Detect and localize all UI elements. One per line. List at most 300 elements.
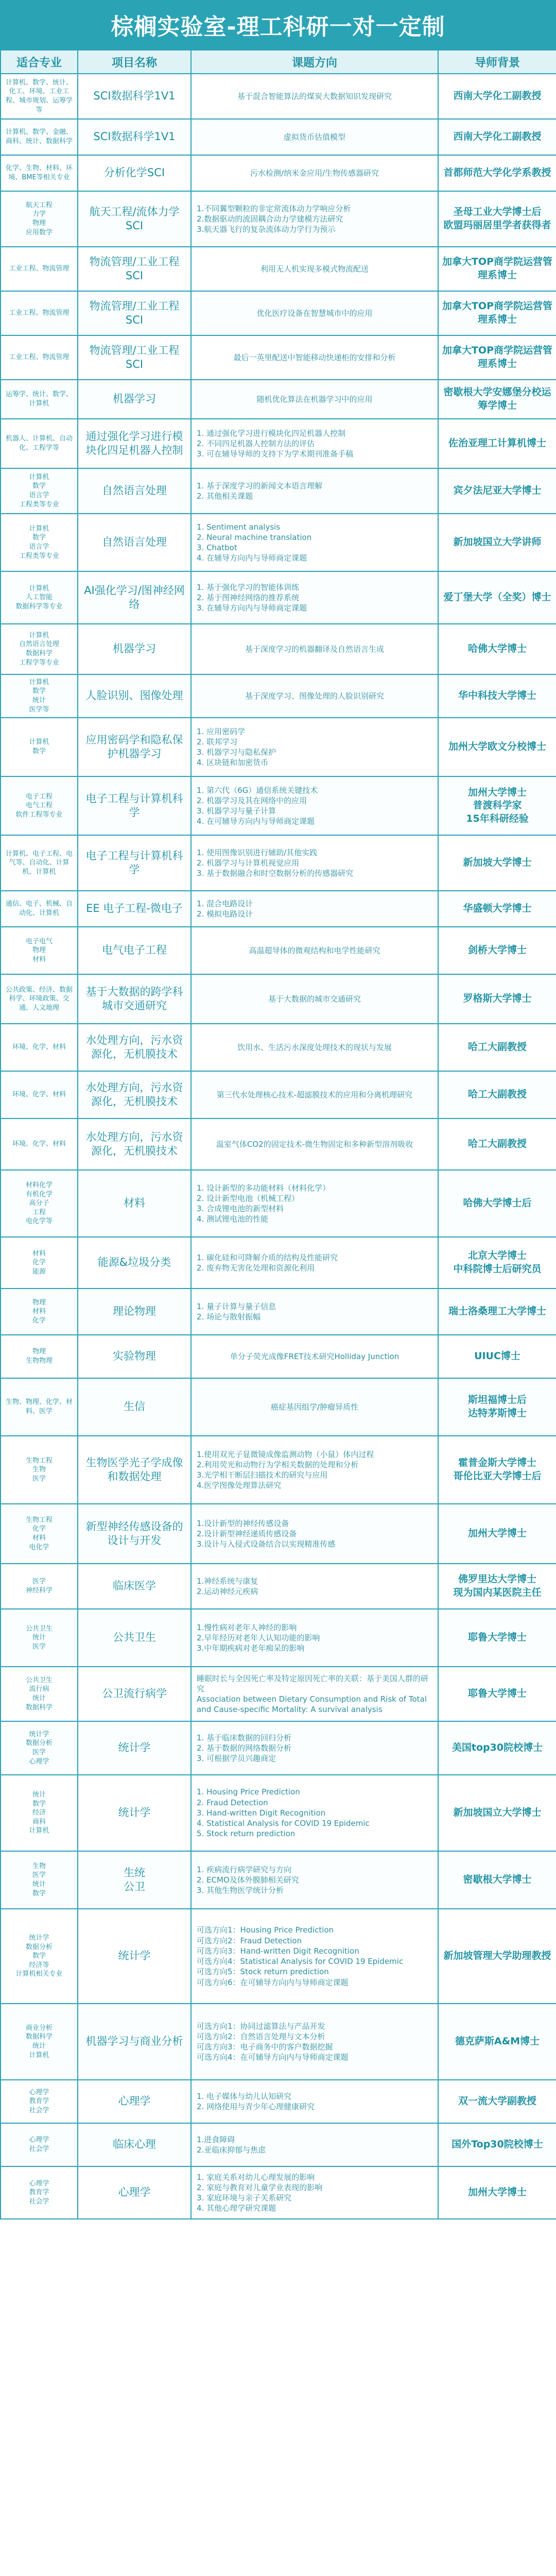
mentor-cell: 德克萨斯A&M博士 <box>438 2004 556 2080</box>
project-cell: 公卫流行病学 <box>78 1667 191 1721</box>
direction-line: 2. 不同四足机器人控制方法的评估 <box>197 438 315 448</box>
mentor-cell: 密歇根大学博士 <box>438 1851 556 1909</box>
major-cell: 运筹学、统计、数学、计算机 <box>1 380 78 419</box>
major-cell: 工业工程、物流管理 <box>1 291 78 335</box>
direction-line: 污水检测/纳米金应用/生物传感器研究 <box>250 168 379 178</box>
direction-cell <box>191 674 438 718</box>
mentor-cell: 新加坡国立大学讲师 <box>438 514 556 571</box>
table-row <box>1 247 556 291</box>
mentor-cell: 剑桥大学博士 <box>438 927 556 974</box>
direction-cell <box>191 1851 438 1909</box>
mentor-cell: 加州大学博士 <box>438 1504 556 1564</box>
mentor-cell: 罗格斯大学博士 <box>438 974 556 1024</box>
project-cell: 材料 <box>78 1170 191 1237</box>
mentor-cell: 西南大学化工副教授 <box>438 119 556 155</box>
direction-line: 3. 机器学习与隐私保护 <box>197 748 276 757</box>
direction-line: 2. 废弃物无害化处理和资源化利用 <box>197 1263 315 1273</box>
direction-cell <box>191 1436 438 1504</box>
major-cell: 计算机、电子工程、电气等、自动化、计算机、计算机 <box>1 835 78 891</box>
direction-cell <box>191 468 438 514</box>
direction-line: 3.航天器飞行的复杂流体动力学行为预示 <box>197 225 336 234</box>
mentor-cell: 加拿大TOP商学院运营管理系博士 <box>438 247 556 291</box>
mentor-cell: 新加坡国立大学博士 <box>438 1775 556 1851</box>
mentor-cell: 爱丁堡大学（全奖）博士 <box>438 571 556 624</box>
direction-line: 利用无人机实现多模式物流配送 <box>260 264 369 274</box>
major-cell: 医学 神经科学 <box>1 1564 78 1609</box>
table-row <box>1 74 556 119</box>
direction-line: 1. 设计新型的多功能材料（材料化学） <box>197 1183 331 1193</box>
direction-line: 1. 碳化硅和可降解介质的结构及性能研究 <box>197 1252 338 1262</box>
direction-cell <box>191 2004 438 2080</box>
project-cell: 水处理方向，污水资源化，无机膜技术 <box>78 1071 191 1118</box>
direction-line: 2.运动神经元疾病 <box>197 1587 258 1596</box>
table-row <box>1 1609 556 1667</box>
project-cell: 公共卫生 <box>78 1609 191 1667</box>
major-cell: 航天工程 力学 物理 应用数学 <box>1 191 78 247</box>
direction-line: 3. 可在辅导导师的支持下为学术期刊准备手稿 <box>197 449 354 459</box>
direction-cell <box>191 571 438 624</box>
project-cell: 生物医学光子学成像和数据处理 <box>78 1436 191 1504</box>
table-row <box>1 1237 556 1289</box>
project-cell: 自然语言处理 <box>78 514 191 571</box>
table-row <box>1 2080 556 2123</box>
table-row <box>1 624 556 674</box>
table-row <box>1 1564 556 1609</box>
table-row <box>1 1436 556 1504</box>
table-row <box>1 1378 556 1436</box>
mentor-cell: 圣母工业大学博士后 欧盟玛丽居里学者获得者 <box>438 191 556 247</box>
direction-line: 1. 混合电路设计 <box>197 899 253 908</box>
table-row <box>1 2004 556 2080</box>
table-row <box>1 468 556 514</box>
major-cell: 生物、物理、化学、材料、医学 <box>1 1378 78 1436</box>
direction-cell <box>191 1909 438 2004</box>
direction-line: 1.神经系统与康复 <box>197 1576 258 1586</box>
project-cell: 物流管理/工业工程SCI <box>78 247 191 291</box>
project-cell: 生信 <box>78 1378 191 1436</box>
direction-line: 1. 通过强化学习进行模块化四足机器人控制 <box>197 428 346 438</box>
direction-line: 1. Housing Price Prediction <box>197 1787 300 1797</box>
direction-line: 3. 家庭环境与亲子关系研究 <box>197 2193 292 2202</box>
project-cell: 统计学 <box>78 1775 191 1851</box>
direction-line: 可选方向2：Fraud Detection <box>197 1936 302 1945</box>
mentor-cell: 佐治亚理工计算机博士 <box>438 419 556 468</box>
table-row <box>1 2123 556 2166</box>
direction-line: 3.中年期疾病对老年痴呆的影响 <box>197 1643 305 1653</box>
table-row <box>1 1118 556 1170</box>
direction-cell <box>191 2166 438 2219</box>
mentor-cell: 华中科技大学博士 <box>438 674 556 718</box>
direction-line: 4. Statistical Analysis for COVID 19 Epidemic <box>197 1819 370 1828</box>
direction-cell <box>191 776 438 835</box>
table-row <box>1 927 556 974</box>
direction-cell <box>191 1237 438 1289</box>
direction-line: 1.进食障碍 <box>197 2134 235 2144</box>
direction-line: 可选方向6：在可辅导方向内与导师商定课题 <box>197 1977 349 1987</box>
mentor-cell: 霍普金斯大学博士 哥伦比亚大学博士后 <box>438 1436 556 1504</box>
direction-line: 4. 在辅导方向内与导师商定课题 <box>197 553 307 563</box>
project-cell: 人脸识别、图像处理 <box>78 674 191 718</box>
major-cell: 心理学 教育学 社会学 <box>1 2080 78 2123</box>
project-cell: 电子工程与计算机科学 <box>78 776 191 835</box>
major-cell: 计算机 人工智能 数据科学等专业 <box>1 571 78 624</box>
direction-cell <box>191 1609 438 1667</box>
major-cell: 环境、化学、材料 <box>1 1024 78 1071</box>
project-cell: 电气电子工程 <box>78 927 191 974</box>
direction-line: 3. 在辅导方向内与导师商定课题 <box>197 603 307 613</box>
direction-line: 1. 基于强化学习的智能体训练 <box>197 582 300 592</box>
direction-line: 1. 使用图像识别进行辅助/其他实践 <box>197 848 318 857</box>
project-cell: 心理学 <box>78 2080 191 2123</box>
project-cell: 统计学 <box>78 1721 191 1775</box>
major-cell: 商业分析 数据科学 统计 计算机 <box>1 2004 78 2080</box>
direction-cell <box>191 2080 438 2123</box>
mentor-cell: 耶鲁大学博士 <box>438 1667 556 1721</box>
major-cell: 机器人、计算机、自动化、工程学等 <box>1 419 78 468</box>
major-cell: 生物 医学 统计 数学 <box>1 1851 78 1909</box>
direction-line: 1. Sentiment analysis <box>197 522 281 532</box>
direction-cell <box>191 1378 438 1436</box>
major-cell: 统计学 数据分析 医学 心理学 <box>1 1721 78 1775</box>
direction-line: 3. 基于数据融合和时空数据分析的传感器研究 <box>197 869 354 878</box>
direction-line: 可选方向3：Hand-written Digit Recognition <box>197 1946 359 1956</box>
mentor-cell: 加拿大TOP商学院运营管理系博士 <box>438 335 556 380</box>
direction-cell <box>191 891 438 927</box>
project-cell: AI强化学习/图神经网络 <box>78 571 191 624</box>
table-row <box>1 1170 556 1237</box>
project-cell: 物流管理/工业工程SCI <box>78 335 191 380</box>
major-cell: 生物工程 生物 医学 <box>1 1436 78 1504</box>
direction-line: 睡眠时长与全因死亡率及特定原因死亡率的关联：基于美国人群的研究 <box>197 1673 429 1693</box>
project-cell: 生统 公卫 <box>78 1851 191 1909</box>
direction-line: 优化医疗设备在智慧城市中的应用 <box>256 308 373 318</box>
direction-line: 2. 联邦学习 <box>197 737 238 747</box>
project-cell: SCI数据科学1V1 <box>78 119 191 155</box>
project-cell: 电子工程与计算机科学 <box>78 835 191 891</box>
direction-cell <box>191 419 438 468</box>
direction-cell <box>191 927 438 974</box>
major-cell: 材料化学 有机化学 高分子 工程 电化学等 <box>1 1170 78 1237</box>
project-cell: EE 电子工程-微电子 <box>78 891 191 927</box>
direction-line: 可选方向4：在可辅导方向内与导师商定课题 <box>197 2053 349 2062</box>
mentor-cell: 美国top30院校博士 <box>438 1721 556 1775</box>
mentor-cell: 哈工大副教授 <box>438 1024 556 1071</box>
direction-line: 3. 其他生物医学统计分析 <box>197 1886 284 1895</box>
mentor-cell: 双一流大学副教授 <box>438 2080 556 2123</box>
direction-line: 3. 合成锂电池的新型材料 <box>197 1204 284 1213</box>
direction-line: 2. ECMO及体外膜肺相关研究 <box>197 1875 299 1885</box>
direction-line: 随机优化算法在机器学习中的应用 <box>256 394 373 404</box>
mentor-cell: 哈佛大学博士 <box>438 624 556 674</box>
project-cell: 新型神经传感设备的设计与开发 <box>78 1504 191 1564</box>
direction-line: 4. 测试锂电池的性能 <box>197 1214 269 1224</box>
mentor-cell: 首都师范大学化学系教授 <box>438 155 556 191</box>
major-cell: 环境、化学、材料 <box>1 1071 78 1118</box>
table-row <box>1 571 556 624</box>
major-cell: 计算机 数学 统计 医学等 <box>1 674 78 718</box>
table-row <box>1 1024 556 1071</box>
direction-cell <box>191 74 438 119</box>
major-cell: 计算机 数学 语言学 工程类等专业 <box>1 514 78 571</box>
direction-line: 饮用水、生活污水深度处理技术的现状与发展 <box>237 1042 392 1052</box>
table-row <box>1 1851 556 1909</box>
mentor-cell: 加拿大TOP商学院运营管理系博士 <box>438 291 556 335</box>
direction-line: 温室气体CO2的固定技术-微生物固定和多种新型溶剂吸收 <box>216 1139 413 1149</box>
direction-line: 2. 网络使用与青少年心理健康研究 <box>197 2102 315 2111</box>
project-cell: 机器学习 <box>78 380 191 419</box>
direction-line: 1.设计新型的神经传感设备 <box>197 1518 289 1528</box>
project-cell: 实验物理 <box>78 1335 191 1378</box>
table-row <box>1 1721 556 1775</box>
direction-cell <box>191 155 438 191</box>
direction-line: 1. 第六代（6G）通信系统关键技术 <box>197 785 318 795</box>
major-cell: 电子工程 电气工程 软件工程等专业 <box>1 776 78 835</box>
direction-cell <box>191 1775 438 1851</box>
direction-cell <box>191 119 438 155</box>
direction-cell <box>191 335 438 380</box>
major-cell: 公共卫生 统计 医学 <box>1 1609 78 1667</box>
table-row <box>1 1071 556 1118</box>
table-row <box>1 835 556 891</box>
project-cell: 临床医学 <box>78 1564 191 1609</box>
mentor-cell: 华盛顿大学博士 <box>438 891 556 927</box>
major-cell: 化学、生物、材料、环境、BME等相关专业 <box>1 155 78 191</box>
mentor-cell: 瑞士洛桑理工大学博士 <box>438 1289 556 1335</box>
direction-line: 基于大数据的城市交通研究 <box>268 994 361 1004</box>
direction-cell <box>191 624 438 674</box>
mentor-cell: 加州大学欧文分校博士 <box>438 718 556 776</box>
direction-line: 2. 家庭与教育对儿童学业表现的影响 <box>197 2182 323 2192</box>
direction-cell <box>191 380 438 419</box>
direction-line: 虚拟货币估值模型 <box>283 132 345 142</box>
direction-line: 可选方向1：协同过滤算法与产品开发 <box>197 2021 325 2031</box>
table-row <box>1 155 556 191</box>
project-cell: 分析化学SCI <box>78 155 191 191</box>
direction-line: 3.光学相干断层扫描技术的研究与应用 <box>197 1470 328 1480</box>
direction-line: Association between Dietary Consumption and Risk of Total and Cause-specific Mortality: A survival analysis <box>197 1694 427 1715</box>
mentor-cell: 加州大学博士 <box>438 2166 556 2219</box>
direction-cell <box>191 835 438 891</box>
major-cell: 材料 化学 能源 <box>1 1237 78 1289</box>
table-row <box>1 1775 556 1851</box>
direction-line: 基于深度学习、图像处理的人脸识别研究 <box>245 691 384 701</box>
mentor-cell: 新加坡管理大学助理教授 <box>438 1909 556 2004</box>
major-cell: 电子电气 物理 材料 <box>1 927 78 974</box>
header-direction: 课题方向 <box>191 50 438 74</box>
direction-cell <box>191 191 438 247</box>
mentor-cell: 北京大学博士 中科院博士后研究员 <box>438 1237 556 1289</box>
direction-line: 3.设计与入侵式设备结合以实现精准传感 <box>197 1539 336 1549</box>
mentor-cell: 宾夕法尼亚大学博士 <box>438 468 556 514</box>
table-row <box>1 718 556 776</box>
direction-line: 2. 场论与散射振幅 <box>197 1312 261 1321</box>
direction-cell <box>191 2123 438 2166</box>
direction-cell <box>191 1335 438 1378</box>
major-cell: 公共卫生 流行病 统计 数据科学 <box>1 1667 78 1721</box>
mentor-cell: UIUC博士 <box>438 1335 556 1378</box>
major-cell: 物理 材料 化学 <box>1 1289 78 1335</box>
mentor-cell: 国外Top30院校博士 <box>438 2123 556 2166</box>
direction-line: 2.亚临床抑郁与焦虑 <box>197 2145 266 2155</box>
project-cell: 理论物理 <box>78 1289 191 1335</box>
major-cell: 心理学 教育学 社会学 <box>1 2166 78 2219</box>
major-cell: 工业工程、物流管理 <box>1 247 78 291</box>
table-row <box>1 1335 556 1378</box>
table-row <box>1 291 556 335</box>
table-row <box>1 674 556 718</box>
table-row <box>1 974 556 1024</box>
direction-line: 第三代水处理核心技术-超滤膜技术的应用和分离机理研究 <box>216 1090 413 1099</box>
direction-line: 2.利用荧光和动物行为学相关数据的处理和分析 <box>197 1460 359 1469</box>
project-cell: 临床心理 <box>78 2123 191 2166</box>
direction-line: 2. Fraud Detection <box>197 1798 268 1807</box>
table-header-row <box>1 50 556 74</box>
direction-line: 2.数据驱动的流固耦合动力学建模方法研究 <box>197 214 343 224</box>
direction-line: 1. 家庭关系对幼儿心理发展的影响 <box>197 2172 315 2182</box>
direction-line: 4. 区块链和加密货币 <box>197 758 269 768</box>
table-row <box>1 776 556 835</box>
direction-line: 基于混合智能算法的煤炭大数据知识发现研究 <box>237 91 392 101</box>
research-table <box>0 49 556 2219</box>
table-row <box>1 380 556 419</box>
direction-line: 2. 机器学习及其在网络中的应用 <box>197 795 307 805</box>
table-row <box>1 2166 556 2219</box>
project-cell: 应用密码学和隐私保护机器学习 <box>78 718 191 776</box>
project-cell: 物流管理/工业工程SCI <box>78 291 191 335</box>
direction-line: 1. 基于深度学习的新闻文本语言理解 <box>197 481 323 490</box>
direction-line: 2. 机器学习与计算机视觉应用 <box>197 858 300 868</box>
project-cell: 自然语言处理 <box>78 468 191 514</box>
direction-line: 2. 设计新型电池（机械工程） <box>197 1193 300 1203</box>
major-cell: 统计学 数据分析 数学 经济等 计算机相关专业 <box>1 1909 78 2004</box>
direction-line: 2.设计新型神经递质传感设备 <box>197 1529 297 1538</box>
table-row <box>1 419 556 468</box>
project-cell: 机器学习与商业分析 <box>78 2004 191 2080</box>
direction-cell <box>191 514 438 571</box>
project-cell: 心理学 <box>78 2166 191 2219</box>
mentor-cell: 密歇根大学安娜堡分校运筹学博士 <box>438 380 556 419</box>
direction-line: 基于深度学习的机器翻译及自然语言生成 <box>245 644 384 654</box>
direction-line: 1. 电子媒体与幼儿认知研究 <box>197 2091 292 2101</box>
project-cell: 水处理方向，污水资源化，无机膜技术 <box>78 1118 191 1170</box>
direction-line: 2. 其他相关课题 <box>197 492 253 501</box>
direction-line: 高温超导体的微观结构和电学性能研究 <box>249 945 380 955</box>
direction-line: 单分子荧光成像FRET技术研究Holliday Junction <box>230 1351 399 1361</box>
mentor-cell: 新加坡大学博士 <box>438 835 556 891</box>
major-cell: 计算机、数学、金融、商科、统计、数据科学 <box>1 119 78 155</box>
major-cell: 环境、化学、材料 <box>1 1118 78 1170</box>
table-row <box>1 891 556 927</box>
direction-line: 可选方向2：自然语言处理与文本分析 <box>197 2031 325 2041</box>
mentor-cell: 哈工大副教授 <box>438 1071 556 1118</box>
mentor-cell: 耶鲁大学博士 <box>438 1609 556 1667</box>
direction-cell <box>191 974 438 1024</box>
mentor-cell: 哈佛大学博士后 <box>438 1170 556 1237</box>
table-row <box>1 1909 556 2004</box>
major-cell: 计算机 数学 语言学 工程类等专业 <box>1 468 78 514</box>
direction-line: 3. 机器学习与量子计算 <box>197 806 276 816</box>
direction-line: 1. 基于临床数据的回归分析 <box>197 1733 292 1742</box>
direction-cell <box>191 718 438 776</box>
mentor-cell: 佛罗里达大学博士 现为国内某医院主任 <box>438 1564 556 1609</box>
major-cell: 计算机 自然语言处理 数据科学 工程学等专业 <box>1 624 78 674</box>
major-cell: 通信、电子、机械、自动化、计算机 <box>1 891 78 927</box>
major-cell: 统计 数学 经济 商科 计算机 <box>1 1775 78 1851</box>
project-cell: 通过强化学习进行模块化四足机器人控制 <box>78 419 191 468</box>
project-cell: 基于大数据的跨学科城市交通研究 <box>78 974 191 1024</box>
direction-line: 最后一英里配送中智能移动快递柜的安排和分析 <box>233 352 396 362</box>
project-cell: 水处理方向，污水资源化，无机膜技术 <box>78 1024 191 1071</box>
mentor-cell: 斯坦福博士后 达特茅斯博士 <box>438 1378 556 1436</box>
direction-line: 1.不同翼型颗粒的非定常流体动力学响应分析 <box>197 204 351 213</box>
direction-cell <box>191 1071 438 1118</box>
direction-line: 可选方向1：Housing Price Prediction <box>197 1925 334 1935</box>
project-cell: 航天工程/流体力学SCI <box>78 191 191 247</box>
direction-line: 3. 可根据学员兴趣商定 <box>197 1754 276 1764</box>
direction-line: 4. 在可辅导方向内与导师商定课题 <box>197 817 315 826</box>
project-cell: SCI数据科学1V1 <box>78 74 191 119</box>
mentor-cell: 加州大学博士 普渡科学家 15年科研经验 <box>438 776 556 835</box>
major-cell: 公共政策、经济、数据科学、环境政策、交通、人文地理 <box>1 974 78 1024</box>
project-cell: 统计学 <box>78 1909 191 2004</box>
direction-cell <box>191 1170 438 1237</box>
table-row <box>1 119 556 155</box>
header-project: 项目名称 <box>78 50 191 74</box>
direction-cell <box>191 1504 438 1564</box>
direction-line: 4.医学图像处理算法研究 <box>197 1481 282 1490</box>
direction-line: 可选方向3：电子商务中的客户数据挖掘 <box>197 2042 333 2052</box>
direction-cell <box>191 1667 438 1721</box>
direction-cell <box>191 291 438 335</box>
table-row <box>1 1289 556 1335</box>
mentor-cell: 西南大学化工副教授 <box>438 74 556 119</box>
direction-cell <box>191 1721 438 1775</box>
direction-line: 1.慢性病对老年人神经的影响 <box>197 1622 297 1632</box>
major-cell: 生物工程 化学 材料 电化学 <box>1 1504 78 1564</box>
direction-line: 2. 基于图神经网络的推荐系统 <box>197 592 300 602</box>
table-row <box>1 335 556 380</box>
direction-cell <box>191 1289 438 1335</box>
direction-line: 1. 疾病流行病学研究与方向 <box>197 1865 292 1874</box>
major-cell: 计算机 数学 <box>1 718 78 776</box>
direction-line: 癌症基因组学/肿瘤异质性 <box>270 1402 359 1412</box>
direction-line: 5. Stock return prediction <box>197 1829 296 1839</box>
direction-line: 1. 量子计算与量子信息 <box>197 1301 276 1311</box>
direction-cell <box>191 1564 438 1609</box>
header-major: 适合专业 <box>1 50 78 74</box>
project-cell: 能源&垃圾分类 <box>78 1237 191 1289</box>
project-cell: 机器学习 <box>78 624 191 674</box>
mentor-cell: 哈工大副教授 <box>438 1118 556 1170</box>
direction-line: 2.早年经历对老年人认知功能的影响 <box>197 1633 320 1642</box>
table-body <box>1 74 556 2219</box>
direction-cell <box>191 1024 438 1071</box>
direction-line: 3. Hand-written Digit Recognition <box>197 1808 326 1818</box>
direction-cell <box>191 247 438 291</box>
direction-line: 2. 模拟电路设计 <box>197 909 253 919</box>
major-cell: 计算机、数学、统计、化工、环境、工业工程、城市规划、运筹学等 <box>1 74 78 119</box>
table-row <box>1 1667 556 1721</box>
direction-line: 可选方向5：Stock return prediction <box>197 1967 329 1977</box>
direction-line: 2. 基于数据的网络数据分析 <box>197 1743 292 1753</box>
direction-line: 3. Chatbot <box>197 543 237 552</box>
direction-line: 2. Neural machine translation <box>197 532 312 542</box>
header-mentor: 导师背景 <box>438 50 556 74</box>
direction-line: 可选方向4：Statistical Analysis for COVID 19 Epidemic <box>197 1957 404 1966</box>
major-cell: 物理 生物物理 <box>1 1335 78 1378</box>
direction-line: 1.使用双光子显微镜成像监测动物（小鼠）体内过程 <box>197 1449 374 1459</box>
table-row <box>1 1504 556 1564</box>
